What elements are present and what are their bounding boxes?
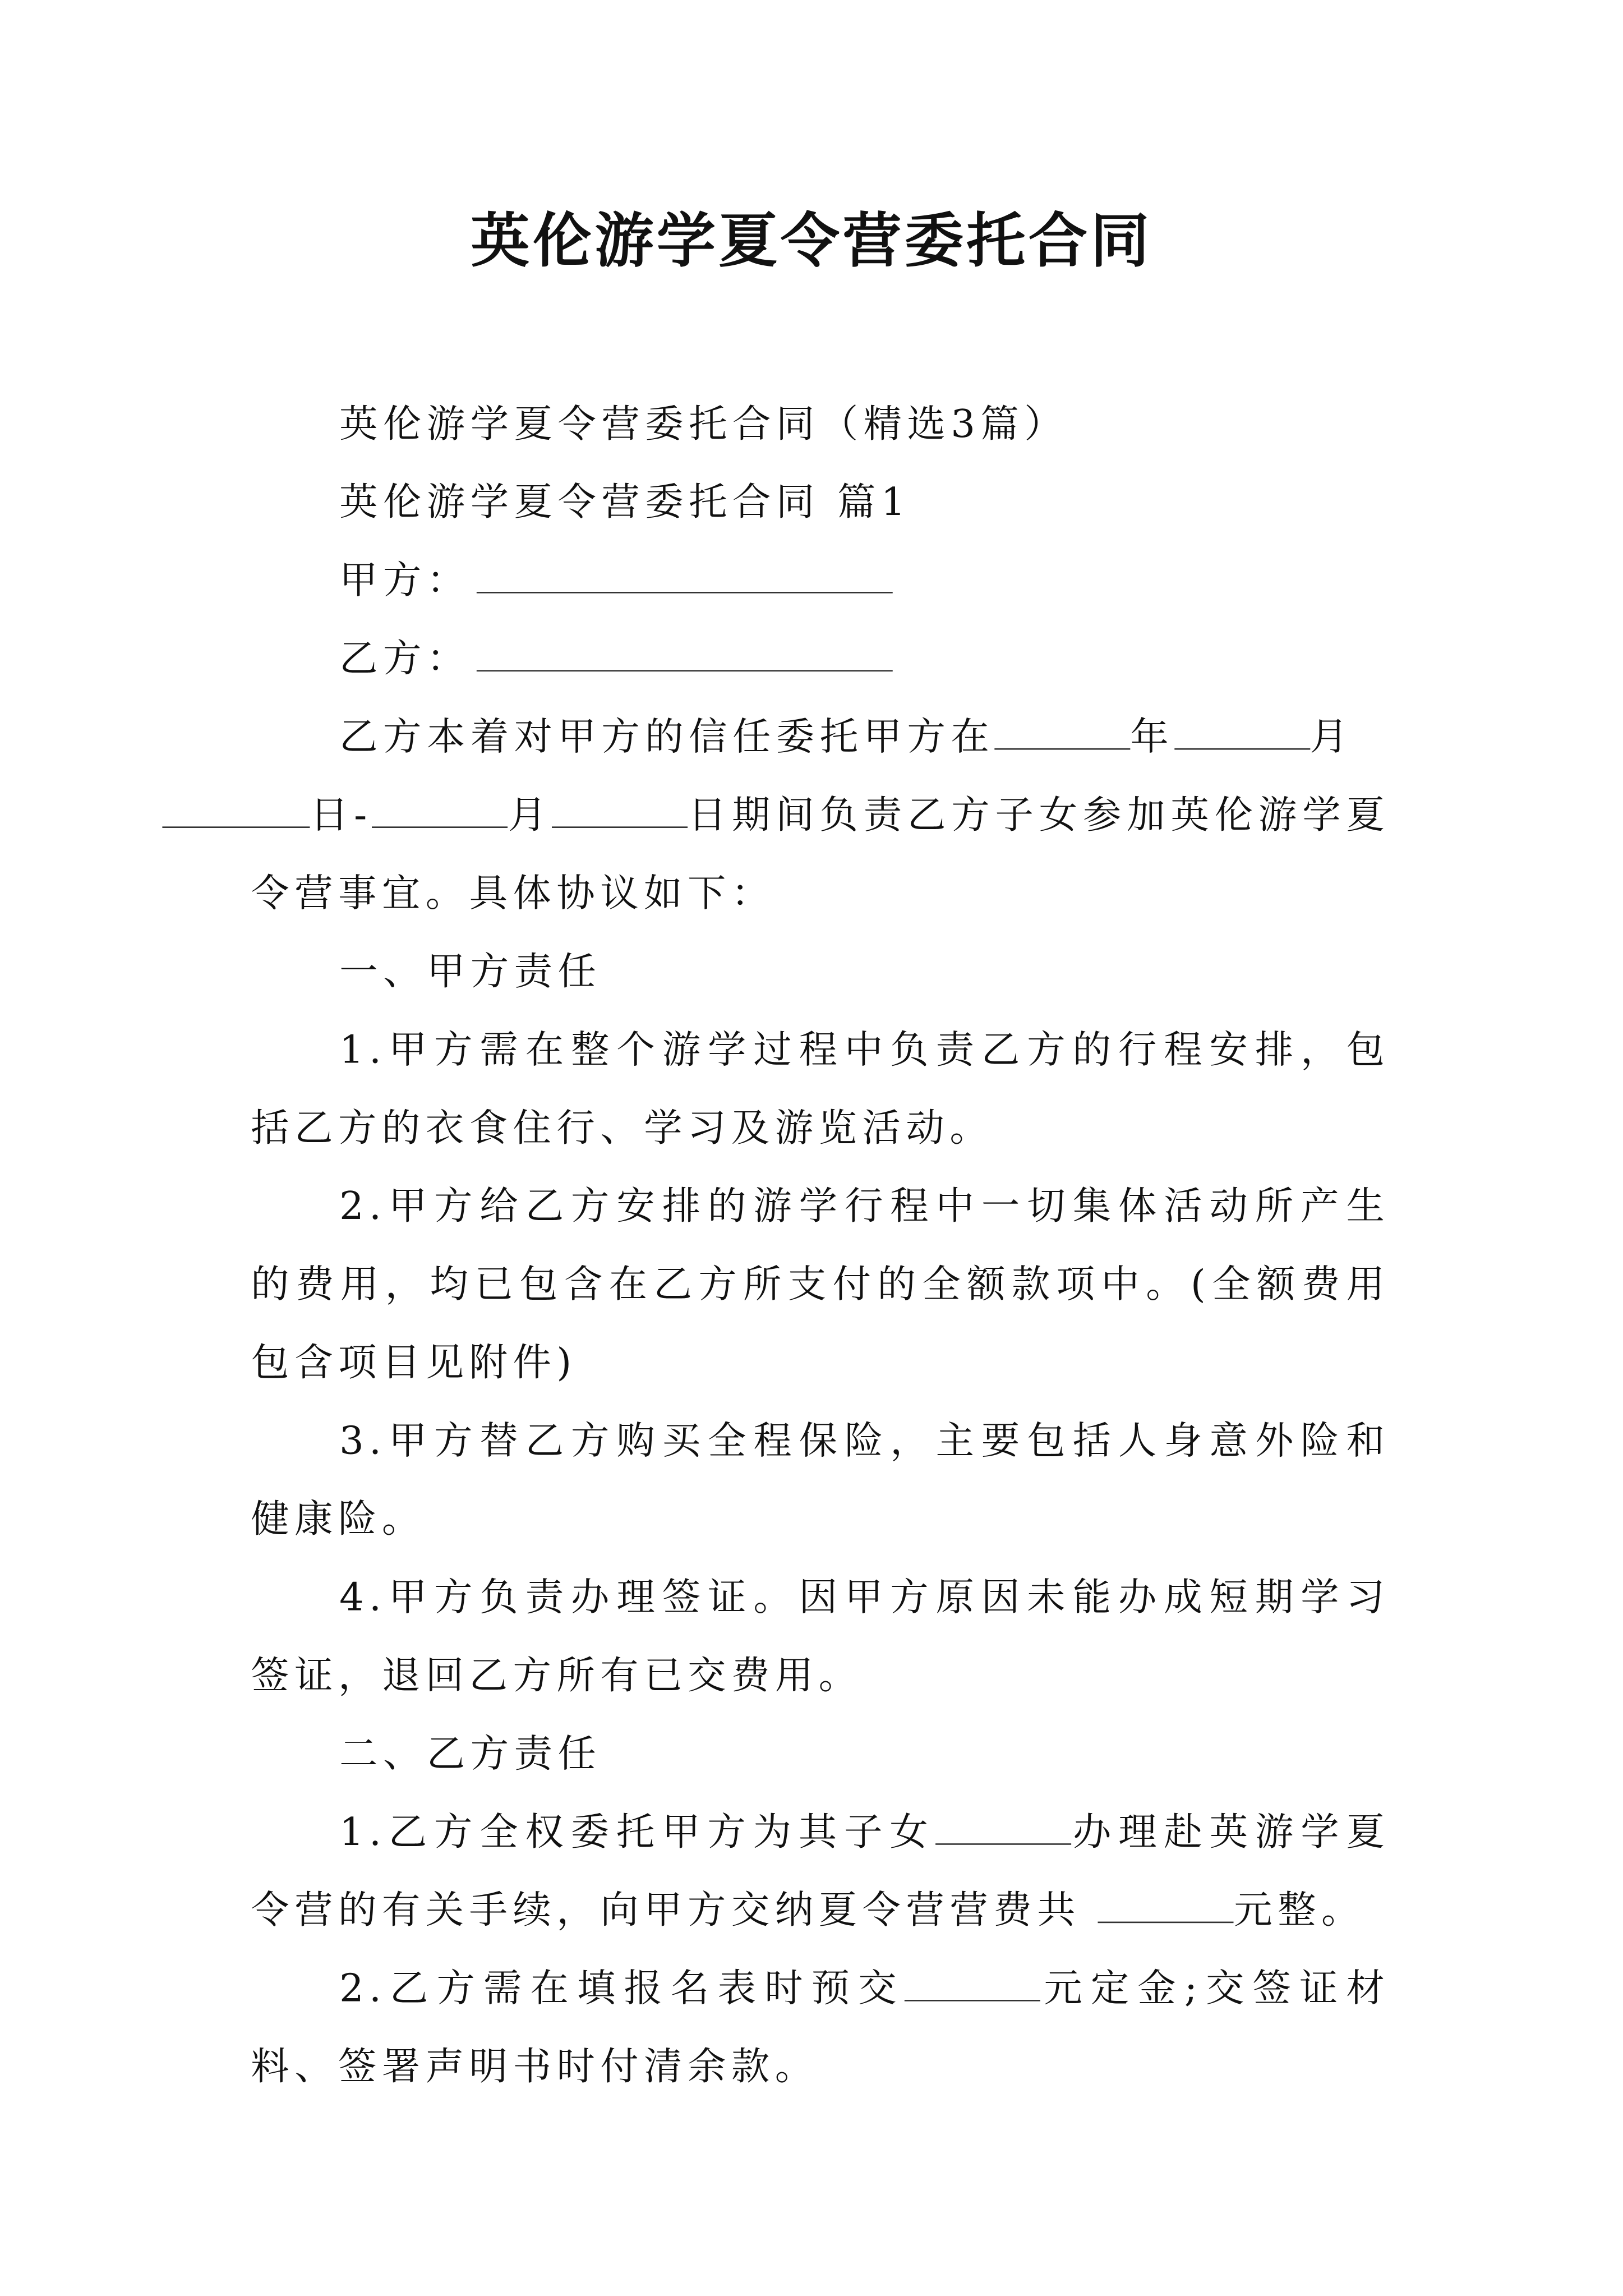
intro-text-2: 日期间负责乙方子女参加英伦游学夏令营事宜。具体协议如下： (251, 794, 1390, 917)
document-title: 英伦游学夏令营委托合同 (471, 206, 1152, 276)
b-item1-text-3: 元整。 (1234, 1889, 1365, 1934)
child-name-blank (935, 1805, 1071, 1845)
day-blank-2 (552, 788, 688, 828)
b-item1-text-1: 1.乙方全权委托甲方为其子女 (339, 1811, 935, 1856)
intro-text-1: 乙方本着对甲方的信任委托甲方在 (339, 716, 995, 760)
section1-heading: 一、甲方责任 (339, 950, 602, 995)
party-a-label: 甲方： (339, 559, 471, 604)
year-blank (994, 710, 1130, 750)
party-b-item-1 (251, 1795, 1390, 1951)
day-blank-1 (162, 788, 310, 828)
b-item2-text-2: 元定金;交签证材料、签署声明书时付清余款。 (251, 1967, 1390, 2090)
party-b-item-2 (251, 1951, 1390, 2108)
deposit-blank (905, 1962, 1041, 2001)
party-a-item-1: 1.甲方需在整个游学过程中负责乙方的行程安排，包括乙方的衣食住行、学习及游览活动。 (251, 1028, 1390, 1152)
intro-paragraph (251, 700, 1390, 934)
b-item1-text-2: 办理赴英游学夏令营的有关手续，向甲方交纳夏令营营费共 (251, 1811, 1390, 1934)
document-body (251, 386, 1390, 2108)
intro-day-1: 日- (310, 794, 372, 839)
party-a-line (251, 543, 1390, 621)
party-b-line (251, 622, 1390, 700)
intro-month-1: 月 (1310, 716, 1354, 760)
month-blank-1 (1174, 710, 1310, 750)
month-blank-2 (372, 788, 508, 828)
document-subtitle: 英伦游学夏令营委托合同（精选3篇） (339, 403, 1068, 448)
camp-fee-blank (1098, 1883, 1234, 1923)
b-item2-text-1: 2.乙方需在填报名表时预交 (339, 1967, 905, 2012)
party-a-item-2: 2.甲方给乙方安排的游学行程中一切集体活动所产生的费用，均已包含在乙方所支付的全额款项中。(全额费用包含项目见附件) (251, 1185, 1390, 1386)
party-b-blank (476, 632, 892, 671)
party-b-label: 乙方： (339, 637, 471, 682)
party-a-item-4: 4.甲方负责办理签证。因甲方原因未能办成短期学习签证，退回乙方所有已交费用。 (251, 1576, 1390, 1699)
intro-year: 年 (1130, 716, 1174, 760)
intro-month-2: 月 (508, 794, 552, 839)
section2-heading: 二、乙方责任 (339, 1732, 602, 1777)
section-heading: 英伦游学夏令营委托合同 篇1 (339, 481, 911, 526)
party-a-blank (476, 554, 892, 593)
party-a-item-3: 3.甲方替乙方购买全程保险，主要包括人身意外险和健康险。 (251, 1420, 1390, 1543)
